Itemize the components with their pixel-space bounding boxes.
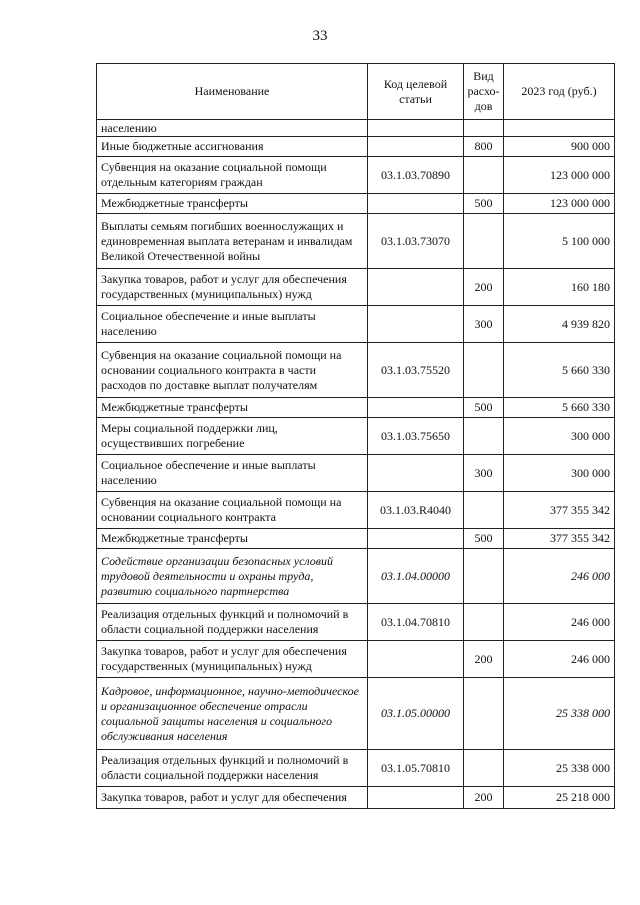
table-row [97,194,615,214]
row-kind-cell: 300 [464,455,504,492]
row-kind-cell [464,678,504,750]
table-row [97,641,615,678]
row-name-cell: Закупка товаров, работ и услуг для обеспечения государственных (муниципальных) нужд [97,641,368,678]
row-name-cell: Субвенция на оказание социальной помощи на основании социального контракта в части расходов по доставке выплат получателям [97,343,368,398]
row-kind-cell [464,492,504,529]
row-name-cell: Межбюджетные трансферты [97,194,368,214]
table-row [97,269,615,306]
row-code-cell: 03.1.03.73070 [368,214,464,269]
table-row [97,306,615,343]
row-amount-cell: 4 939 820 [504,306,615,343]
row-code-cell: 03.1.04.00000 [368,549,464,604]
table-header-row [97,64,615,120]
row-kind-cell: 500 [464,529,504,549]
row-amount-cell: 5 660 330 [504,398,615,418]
row-kind-cell: 200 [464,787,504,809]
table-row [97,787,615,809]
row-code-cell [368,641,464,678]
row-amount-cell: 25 218 000 [504,787,615,809]
row-kind-cell [464,418,504,455]
row-code-cell: 03.1.05.00000 [368,678,464,750]
row-amount-cell: 123 000 000 [504,157,615,194]
row-name-cell: Меры социальной поддержки лиц, осуществивших погребение [97,418,368,455]
row-code-cell: 03.1.03.R4040 [368,492,464,529]
row-code-cell [368,120,464,137]
row-code-cell: 03.1.04.70810 [368,604,464,641]
row-kind-cell [464,214,504,269]
table-row [97,418,615,455]
row-amount-cell: 900 000 [504,137,615,157]
table-row [97,604,615,641]
row-name-cell: Межбюджетные трансферты [97,398,368,418]
table-row [97,120,615,137]
row-amount-cell: 300 000 [504,455,615,492]
row-name-cell: Реализация отдельных функций и полномочий в области социальной поддержки населения [97,750,368,787]
table-body [97,120,615,809]
row-name-cell: Межбюджетные трансферты [97,529,368,549]
row-code-cell [368,306,464,343]
table-row [97,214,615,269]
budget-table [96,63,615,809]
row-name-cell: Реализация отдельных функций и полномочий в области социальной поддержки населения [97,604,368,641]
row-code-cell: 03.1.03.75520 [368,343,464,398]
table-row [97,343,615,398]
row-name-cell: Социальное обеспечение и иные выплаты населению [97,455,368,492]
row-code-cell [368,137,464,157]
row-amount-cell: 377 355 342 [504,529,615,549]
row-code-cell: 03.1.03.75650 [368,418,464,455]
row-amount-cell: 246 000 [504,549,615,604]
row-code-cell: 03.1.03.70890 [368,157,464,194]
table-row [97,529,615,549]
row-kind-cell: 500 [464,194,504,214]
table-row [97,157,615,194]
row-kind-cell: 500 [464,398,504,418]
row-name-cell: Содействие организации безопасных условий трудовой деятельности и охраны труда, развитию социального партнерства [97,549,368,604]
row-name-cell: Выплаты семьям погибших военнослужащих и единовременная выплата ветеранам и инвалидам Великой Отечественной войны [97,214,368,269]
table-row [97,678,615,750]
row-name-cell: Субвенция на оказание социальной помощи на основании социального контракта [97,492,368,529]
row-code-cell [368,194,464,214]
row-code-cell: 03.1.05.70810 [368,750,464,787]
row-name-cell: Закупка товаров, работ и услуг для обеспечения [97,787,368,809]
header-kind: Вид расхо-дов [464,64,504,120]
table-row [97,492,615,529]
row-amount-cell: 5 100 000 [504,214,615,269]
row-kind-cell: 200 [464,269,504,306]
row-name-cell: Социальное обеспечение и иные выплаты населению [97,306,368,343]
row-kind-cell: 300 [464,306,504,343]
row-name-cell: Иные бюджетные ассигнования [97,137,368,157]
row-amount-cell: 300 000 [504,418,615,455]
table-row [97,750,615,787]
row-amount-cell: 25 338 000 [504,678,615,750]
table-row [97,137,615,157]
row-amount-cell: 5 660 330 [504,343,615,398]
row-kind-cell [464,343,504,398]
row-code-cell [368,398,464,418]
row-code-cell [368,787,464,809]
row-amount-cell: 377 355 342 [504,492,615,529]
row-kind-cell [464,750,504,787]
row-amount-cell [504,120,615,137]
table-row [97,455,615,492]
row-kind-cell [464,549,504,604]
row-kind-cell [464,604,504,641]
table-row [97,549,615,604]
header-code: Код целевой статьи [368,64,464,120]
page-number: 33 [312,28,328,44]
row-name-cell: Кадровое, информационное, научно-методическое и организационное обеспечение отрасли социальной защиты населения и социального обслуживания населения [97,678,368,750]
header-amount: 2023 год (руб.) [504,64,615,120]
row-kind-cell: 200 [464,641,504,678]
table-row [97,398,615,418]
row-code-cell [368,455,464,492]
row-kind-cell: 800 [464,137,504,157]
row-kind-cell [464,157,504,194]
row-amount-cell: 246 000 [504,604,615,641]
row-name-cell: населению [97,120,368,137]
row-amount-cell: 160 180 [504,269,615,306]
row-amount-cell: 246 000 [504,641,615,678]
row-name-cell: Субвенция на оказание социальной помощи отдельным категориям граждан [97,157,368,194]
row-amount-cell: 25 338 000 [504,750,615,787]
row-amount-cell: 123 000 000 [504,194,615,214]
row-code-cell [368,269,464,306]
row-name-cell: Закупка товаров, работ и услуг для обеспечения государственных (муниципальных) нужд [97,269,368,306]
row-kind-cell [464,120,504,137]
header-name: Наименование [97,64,368,120]
row-code-cell [368,529,464,549]
